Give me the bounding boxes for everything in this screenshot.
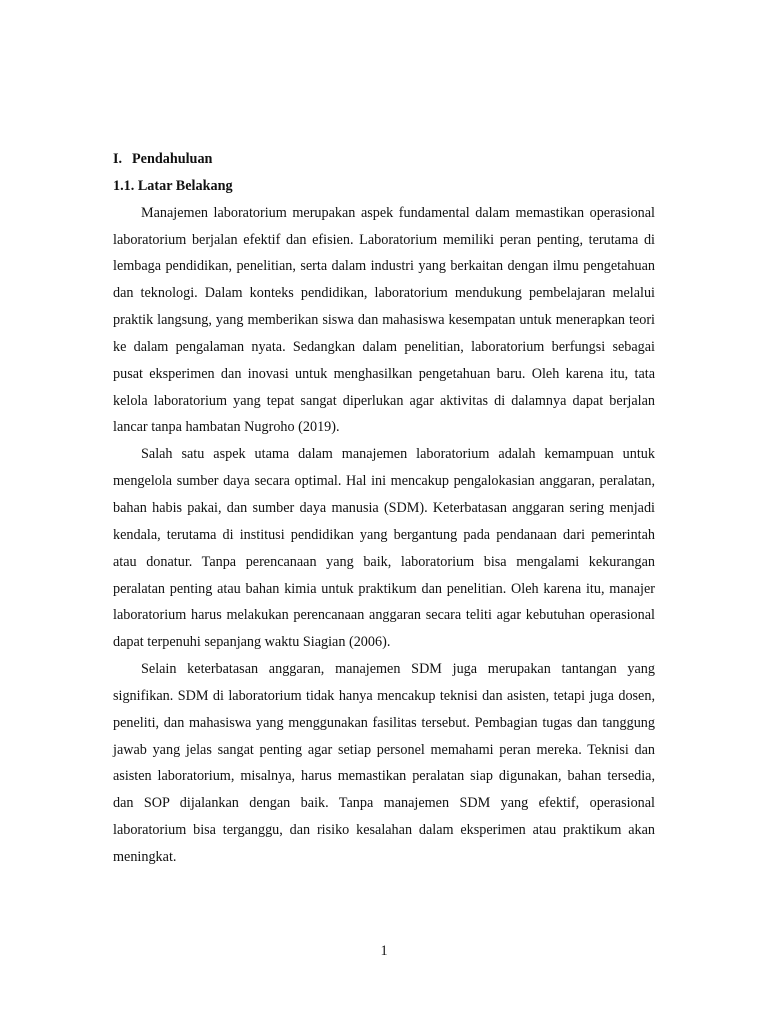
chapter-heading [113,146,655,173]
page-number: 1 [380,943,388,959]
body-paragraph: Salah satu aspek utama dalam manajemen laboratorium adalah kemampuan untuk mengelola sumber daya secara optimal. Hal ini mencakup pengalokasian anggaran, peralatan, bahan habis pakai, dan sumber daya manusia (SDM). Keterbatasan anggaran sering menjadi kendala, terutama di institusi pendidikan yang bergantung pada pendanaan dari pemerintah atau donatur. Tanpa perencanaan yang baik, laboratorium bisa mengalami kekurangan peralatan penting atau bahan kimia untuk praktikum dan penelitian. Oleh karena itu, manajer laboratorium harus melakukan perencanaan anggaran secara teliti agar kebutuhan operasional dapat terpenuhi sepanjang waktu Siagian (2006). [113,446,655,651]
page-body [113,146,655,871]
chapter-title: Pendahuluan [132,151,213,167]
body-paragraph: Manajemen laboratorium merupakan aspek fundamental dalam memastikan operasional laboratorium berjalan efektif dan efisien. Laboratorium memiliki peran penting, terutama di lembaga pendidikan, penelitian, serta dalam industri yang berkaitan dengan ilmu pengetahuan dan teknologi. Dalam konteks pendidikan, laboratorium mendukung pembelajaran melalui praktik langsung, yang memberikan siswa dan mahasiswa kesempatan untuk menerapkan teori ke dalam pengalaman nyata. Sedangkan dalam penelitian, laboratorium berfungsi sebagai pusat eksperimen dan inovasi untuk menghasilkan pengetahuan baru. Oleh karena itu, tata kelola laboratorium yang tepat sangat diperlukan agar aktivitas di dalamnya dapat berjalan lancar tanpa hambatan Nugroho (2019). [113,204,655,436]
body-paragraph: Selain keterbatasan anggaran, manajemen SDM juga merupakan tantangan yang signifikan. SDM di laboratorium tidak hanya mencakup teknisi dan asisten, tetapi juga dosen, peneliti, dan mahasiswa yang menggunakan fasilitas tersebut. Pembagian tugas dan tanggung jawab yang jelas sangat penting agar setiap personel memahami peran mereka. Teknisi dan asisten laboratorium, misalnya, harus memastikan peralatan siap digunakan, bahan tersedia, dan SOP dijalankan dengan baik. Tanpa manajemen SDM yang efektif, operasional laboratorium bisa terganggu, dan risiko kesalahan dalam eksperimen atau praktikum akan meningkat. [113,661,655,865]
chapter-number: I. [113,151,123,167]
section-heading: 1.1. Latar Belakang [113,177,233,194]
